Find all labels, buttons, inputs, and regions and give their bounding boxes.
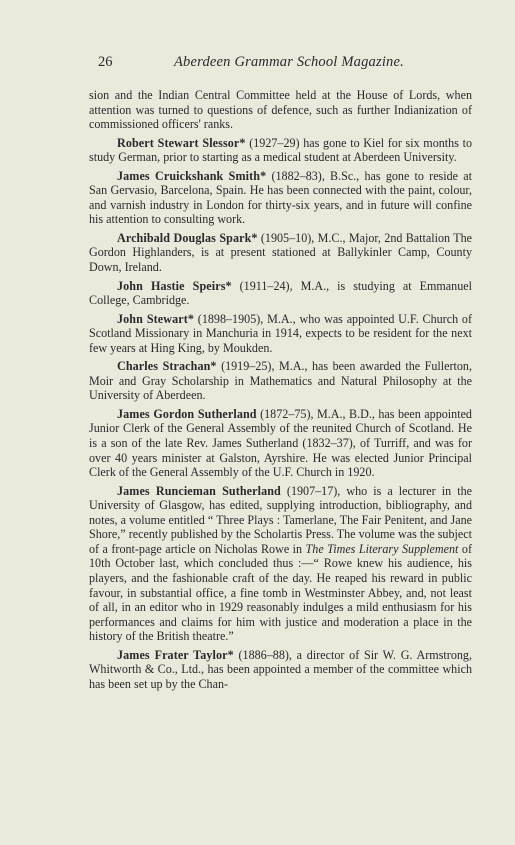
page-header [98, 52, 478, 72]
entry-spark [89, 231, 472, 275]
entry-text: (1907–17), who is a lecturer in the University of Glasgow, has edited, supplying introduction, bibliography, and notes, a volume entitled “ Three Plays : Tamerlane, The Fair Penitent, and Jane Shore,” recently published by the Scholartis Press. The volume was the subject of a front-page article on Nicholas Rowe in [89, 483, 472, 556]
entry-text: (1872–75), M.A., B.D., has been appointed Junior Clerk of the General Assembly of the reunited Church of Scotland. He is a son of the late Rev. James Sutherland (1832–37), of Turriff, and was for over 40 years minister at Galston, Ayrshire. He was elected Junior Principal Clerk of the General Assembly of the U.F. Church in 1920. [89, 406, 472, 480]
article-body [89, 88, 472, 695]
person-name: John Stewart* [117, 311, 194, 326]
paragraph-continuation [89, 88, 472, 132]
entry-gordon-sutherland [89, 407, 472, 480]
entry-text: (1919–25), M.A., has been awarded the Fullerton, Moir and Gray Scholarship in Mathematics and Natural Philosophy at the University of Aberdeen. [89, 359, 472, 403]
person-name: Robert Stewart Slessor* [117, 135, 246, 150]
person-name: James Runcieman Sutherland [117, 483, 281, 498]
entry-text: (1927–29) has gone to Kiel for six months to study German, prior to starting as a medical student at Aberdeen University. [89, 135, 472, 165]
entry-taylor [89, 648, 472, 692]
entry-text: (1886–88), a director of Sir W. G. Armstrong, Whitworth & Co., Ltd., has been appointed a member of the committee which has been set up by the Chan- [89, 647, 472, 691]
person-name: James Gordon Sutherland [117, 406, 257, 421]
entry-text: (1905–10), M.C., Major, 2nd Battalion The Gordon Highlanders, is at present stationed at Ballykinler Camp, County Down, Ireland. [89, 230, 472, 275]
entry-strachan [89, 359, 472, 403]
entry-stewart [89, 312, 472, 356]
entry-text: (1898–1905), M.A., who was appointed U.F. Church of Scotland Missionary in Manchuria in 1914, expects to be resident for the next few years at Hing King, by Moukden. [89, 311, 472, 355]
entry-smith [89, 169, 472, 227]
entry-text: of 10th October last, which concluded thus :—“ Rowe knew his audience, his players, and the fashionable craft of the day. He reaped his reward in public favour, in substantial office, a fine tomb in Westminster Abbey, and, not least of all, in an editor who in 1929 reasonably indulges a mild enthusiasm for his performances and claims for him with justice and moderation a place in the history of the British theatre.” [89, 541, 472, 644]
entry-text: (1911–24), M.A., is studying at Emmanuel College, Cambridge. [89, 278, 472, 308]
paragraph-text: sion and the Indian Central Committee held at the House of Lords, when attention was turned to questions of defence, such as further Indianization of commissioned officers' ranks. [89, 88, 472, 132]
entry-slessor [89, 136, 472, 165]
person-name: James Cruickshank Smith* [117, 168, 267, 183]
page-number: 26 [98, 54, 113, 70]
person-name: James Frater Taylor* [117, 647, 234, 662]
person-name: Charles Strachan* [117, 359, 217, 374]
running-title: Aberdeen Grammar School Magazine. [174, 54, 404, 70]
person-name: John Hastie Speirs* [117, 278, 232, 293]
publication-title: The Times Literary Supplement [305, 541, 459, 556]
entry-runcieman-sutherland [89, 484, 472, 644]
entry-text: (1882–83), B.Sc., has gone to reside at San Gervasio, Barcelona, Spain. He has been connected with the paint, colour, and varnish industry in London for thirty-six years, and in future will confine his attention to consulting work. [89, 168, 472, 227]
entry-speirs [89, 279, 472, 308]
person-name: Archibald Douglas Spark* [117, 230, 258, 245]
